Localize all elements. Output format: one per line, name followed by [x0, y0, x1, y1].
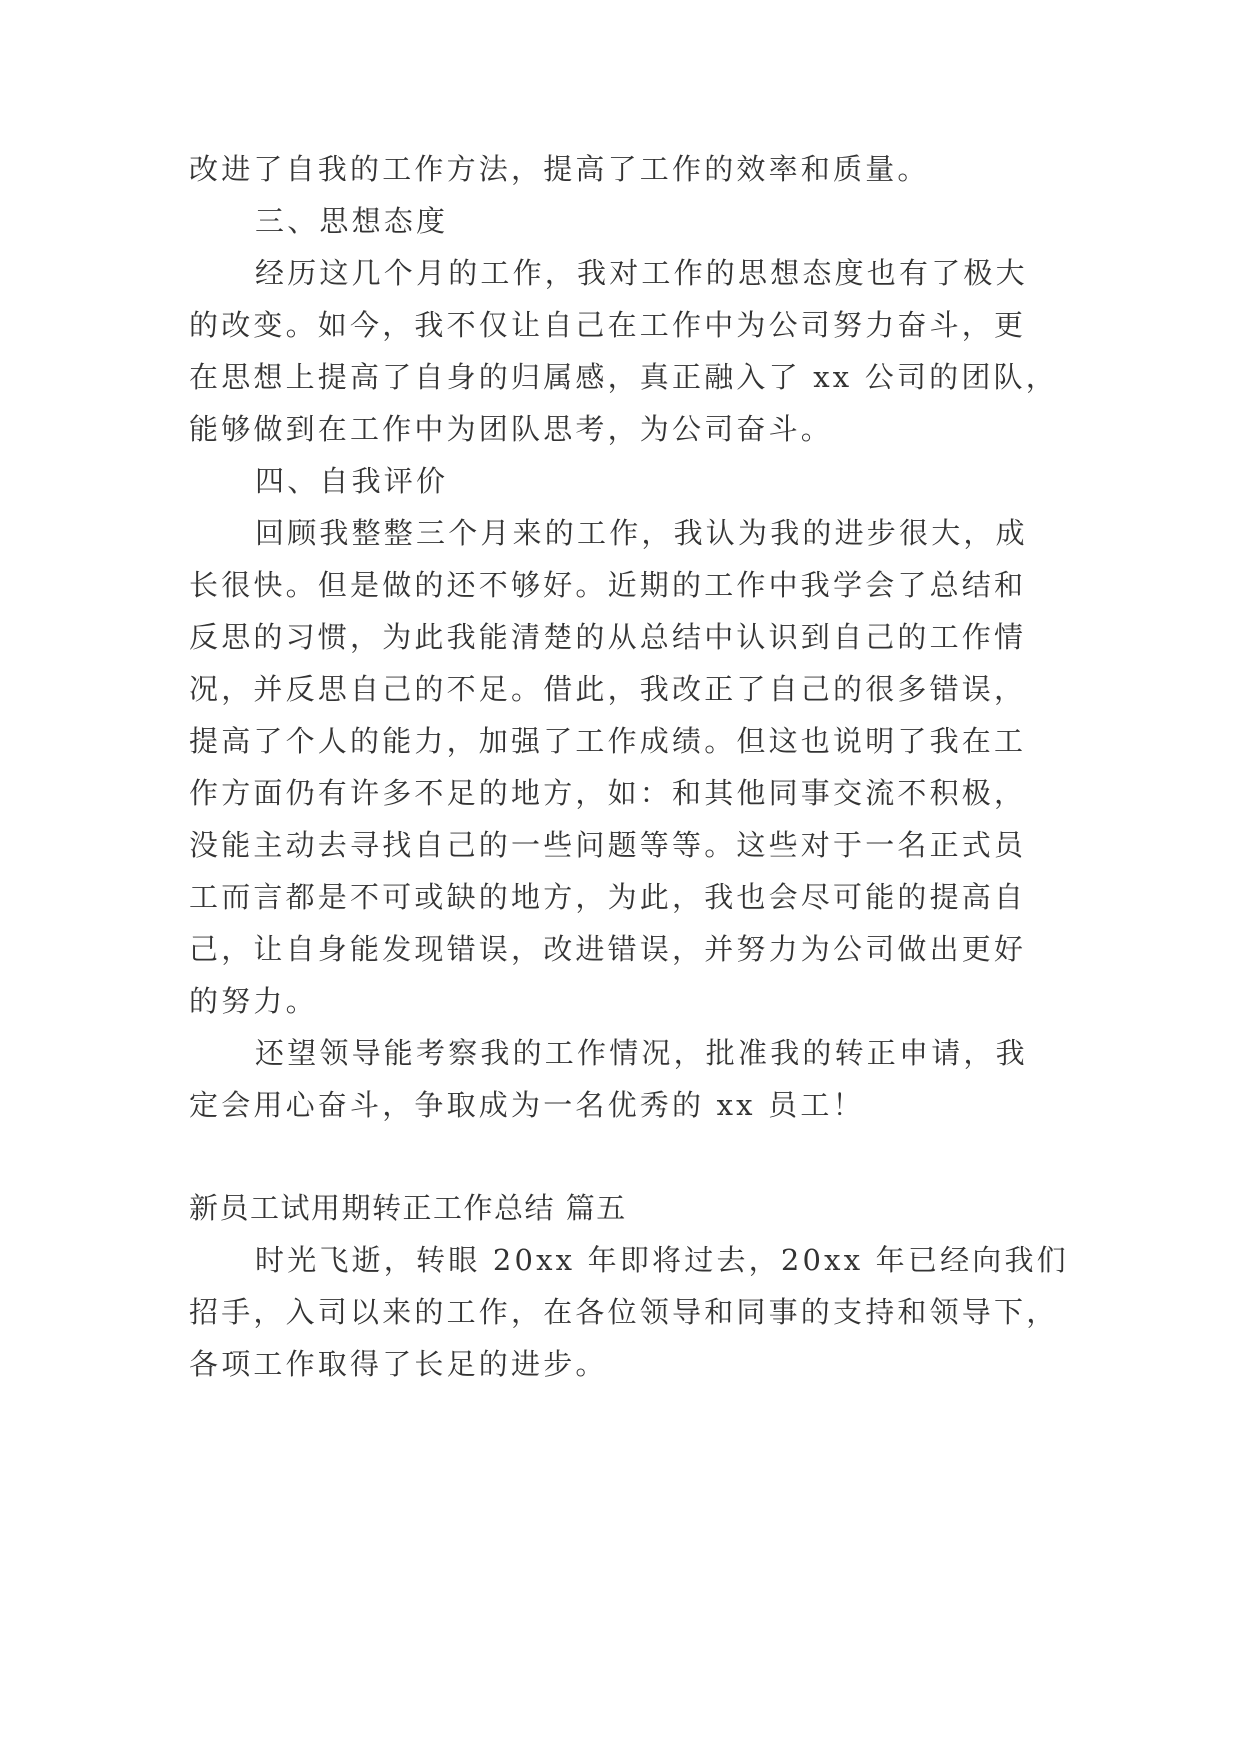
paragraph-line: 定会用心奋斗，争取成为一名优秀的 xx 员工！ [189, 1088, 865, 1122]
paragraph-line: 提高了个人的能力，加强了工作成绩。但这也说明了我在工 [189, 724, 1027, 758]
paragraph-line: 作方面仍有许多不足的地方，如：和其他同事交流不积极， [189, 776, 1027, 810]
paragraph-line: 反思的习惯，为此我能清楚的从总结中认识到自己的工作情 [189, 620, 1027, 654]
paragraph-line: 各项工作取得了长足的进步。 [189, 1347, 608, 1381]
paragraph-line: 长很快。但是做的还不够好。近期的工作中我学会了总结和 [189, 568, 1027, 602]
article-title: 新员工试用期转正工作总结 篇五 [189, 1191, 627, 1225]
paragraph-line: 经历这几个月的工作，我对工作的思想态度也有了极大 [255, 256, 1028, 290]
paragraph-line: 还望领导能考察我的工作情况，批准我的转正申请，我 [255, 1036, 1028, 1070]
paragraph-line: 己，让自身能发现错误，改进错误，并努力为公司做出更好 [189, 932, 1027, 966]
paragraph-line: 况，并反思自己的不足。借此，我改正了自己的很多错误， [189, 672, 1027, 706]
paragraph-line: 没能主动去寻找自己的一些问题等等。这些对于一名正式员 [189, 828, 1027, 862]
paragraph-line: 招手，入司以来的工作，在各位领导和同事的支持和领导下， [189, 1295, 1059, 1329]
paragraph-line: 回顾我整整三个月来的工作，我认为我的进步很大，成 [255, 516, 1028, 550]
paragraph-line: 的改变。如今，我不仅让自己在工作中为公司努力奋斗，更 [189, 308, 1027, 342]
section-heading: 三、思想态度 [255, 204, 449, 238]
paragraph-line: 能够做到在工作中为团队思考，为公司奋斗。 [189, 412, 834, 446]
paragraph-line: 工而言都是不可或缺的地方，为此，我也会尽可能的提高自 [189, 880, 1027, 914]
paragraph-line: 在思想上提高了自身的归属感，真正融入了 xx 公司的团队， [189, 360, 1058, 394]
paragraph-line: 的努力。 [189, 984, 318, 1018]
paragraph-line: 时光飞逝，转眼 20xx 年即将过去，20xx 年已经向我们 [255, 1243, 1069, 1277]
paragraph-line: 改进了自我的工作方法，提高了工作的效率和质量。 [189, 152, 930, 186]
section-heading: 四、自我评价 [255, 464, 449, 498]
